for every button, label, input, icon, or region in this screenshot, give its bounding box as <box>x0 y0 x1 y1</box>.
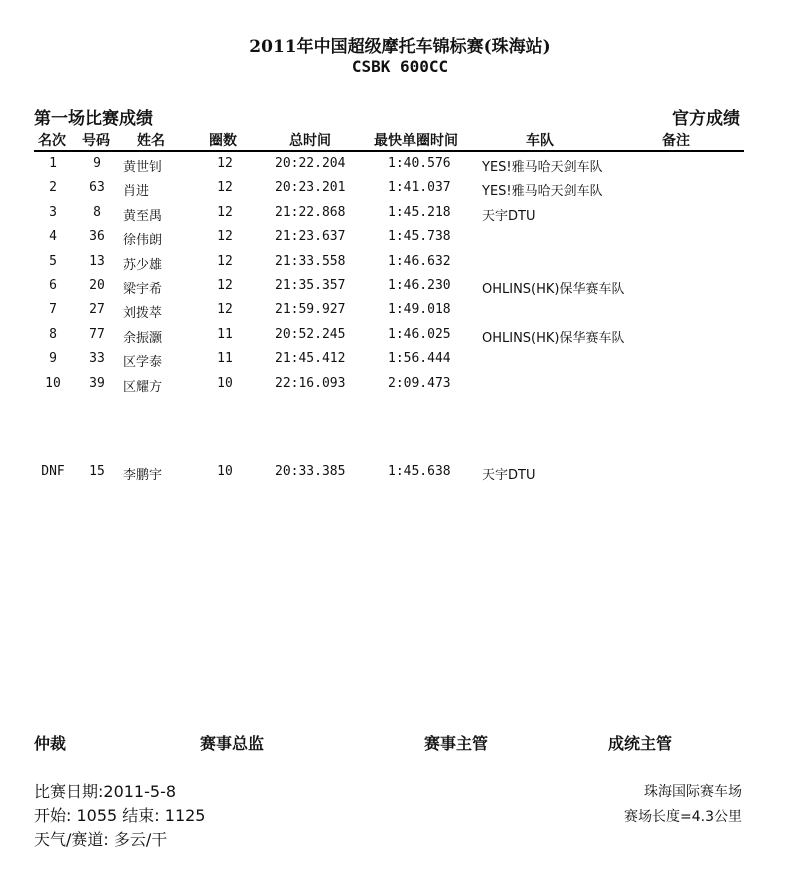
cell-rank: 4 <box>49 229 57 245</box>
cell-best: 1:46.632 <box>388 253 451 269</box>
cell-laps: 12 <box>217 253 233 269</box>
cell-laps: 10 <box>217 464 233 479</box>
cell-name: 区学泰 <box>123 355 163 371</box>
cell-rank: 2 <box>49 180 57 196</box>
start-end-time: 开始: 1055 结束: 1125 <box>34 806 206 825</box>
cell-laps: 11 <box>217 351 233 367</box>
cell-number: 77 <box>89 326 105 342</box>
cell-number: 9 <box>93 156 101 171</box>
cell-number: 33 <box>89 351 105 367</box>
cell-number: 36 <box>89 229 105 245</box>
cell-laps: 12 <box>217 156 233 171</box>
cell-rank: DNF <box>41 464 65 479</box>
cell-laps: 11 <box>217 326 233 342</box>
cell-best: 1:45.738 <box>388 229 451 245</box>
cell-name: 区耀方 <box>123 379 163 395</box>
cell-best: 1:46.025 <box>388 326 451 342</box>
cell-best: 1:41.037 <box>388 180 451 196</box>
class-subtitle: CSBK 600CC <box>351 57 449 76</box>
document-title: 2011年中国超级摩托车锦标赛(珠海站) <box>249 37 551 57</box>
cell-rank: 7 <box>49 302 57 318</box>
cell-number: 20 <box>89 278 105 293</box>
cell-team: OHLINS(HK)保华赛车队 <box>482 282 625 297</box>
col-header-name: 姓名 <box>137 133 165 149</box>
col-header-team: 车队 <box>526 133 554 149</box>
sig-results: 成统主管 <box>608 734 673 753</box>
cell-rank: 8 <box>49 326 57 342</box>
cell-number: 63 <box>89 180 105 196</box>
cell-number: 13 <box>89 253 105 269</box>
cell-laps: 12 <box>217 229 233 245</box>
cell-rank: 5 <box>49 253 57 269</box>
cell-best: 1:56.444 <box>388 351 451 367</box>
sig-manager: 赛事主管 <box>424 734 489 753</box>
cell-number: 15 <box>89 464 105 479</box>
cell-team: YES!雅马哈天剑车队 <box>482 160 603 175</box>
cell-laps: 12 <box>217 180 233 196</box>
cell-rank: 6 <box>49 278 57 293</box>
cell-rank: 3 <box>49 204 57 220</box>
cell-total: 20:22.204 <box>275 156 346 171</box>
cell-laps: 12 <box>217 302 233 318</box>
cell-total: 20:33.385 <box>275 464 346 479</box>
col-header-total: 总时间 <box>289 133 331 149</box>
cell-rank: 1 <box>49 156 57 171</box>
cell-total: 21:22.868 <box>275 204 346 220</box>
cell-total: 21:23.637 <box>275 229 346 245</box>
cell-laps: 10 <box>217 375 233 391</box>
cell-best: 1:45.638 <box>388 464 451 479</box>
cell-best: 1:45.218 <box>388 204 451 220</box>
venue-name: 珠海国际赛车场 <box>644 784 742 800</box>
cell-total: 20:52.245 <box>275 326 346 342</box>
cell-name: 徐伟朗 <box>123 233 163 249</box>
cell-total: 20:23.201 <box>275 180 346 196</box>
cell-total: 21:59.927 <box>275 302 346 318</box>
cell-name: 梁宇希 <box>123 282 163 297</box>
cell-best: 1:49.018 <box>388 302 451 318</box>
col-header-best-lap: 最快单圈时间 <box>374 133 458 149</box>
cell-name: 黄世钊 <box>123 160 163 175</box>
cell-name: 刘拨萃 <box>123 306 163 322</box>
cell-team: 天宇DTU <box>482 208 536 224</box>
cell-name: 黄至禺 <box>123 208 163 224</box>
cell-total: 22:16.093 <box>275 375 346 391</box>
track-length: 赛场长度=4.3公里 <box>624 809 742 825</box>
cell-rank: 10 <box>45 375 61 391</box>
cell-laps: 12 <box>217 278 233 293</box>
col-header-remark: 备注 <box>662 133 690 149</box>
race-heading: 第一场比赛成绩 <box>34 109 153 129</box>
cell-number: 39 <box>89 375 105 391</box>
cell-number: 27 <box>89 302 105 318</box>
cell-best: 1:46.230 <box>388 278 451 293</box>
cell-total: 21:33.558 <box>275 253 346 269</box>
cell-total: 21:35.357 <box>275 278 346 293</box>
cell-name: 李鹏宇 <box>123 468 163 483</box>
col-header-number: 号码 <box>82 133 110 149</box>
cell-laps: 12 <box>217 204 233 220</box>
cell-total: 21:45.412 <box>275 351 346 367</box>
race-date: 比赛日期:2011-5-8 <box>34 782 177 801</box>
col-header-rank: 名次 <box>38 133 66 149</box>
cell-rank: 9 <box>49 351 57 367</box>
cell-team: YES!雅马哈天剑车队 <box>482 184 603 200</box>
sig-referee: 仲裁 <box>34 734 67 753</box>
official-results-label: 官方成绩 <box>672 109 740 129</box>
cell-name: 余振灏 <box>123 330 163 346</box>
cell-number: 8 <box>93 204 101 220</box>
header-divider <box>34 150 744 152</box>
col-header-laps: 圈数 <box>209 133 237 149</box>
weather-track: 天气/赛道: 多云/干 <box>34 830 168 849</box>
cell-name: 肖进 <box>123 184 150 200</box>
cell-team: 天宇DTU <box>482 468 536 483</box>
cell-team: OHLINS(HK)保华赛车队 <box>482 330 625 346</box>
cell-best: 2:09.473 <box>388 375 451 391</box>
cell-best: 1:40.576 <box>388 156 451 171</box>
sig-director: 赛事总监 <box>200 734 265 753</box>
cell-name: 苏少雄 <box>123 257 163 273</box>
